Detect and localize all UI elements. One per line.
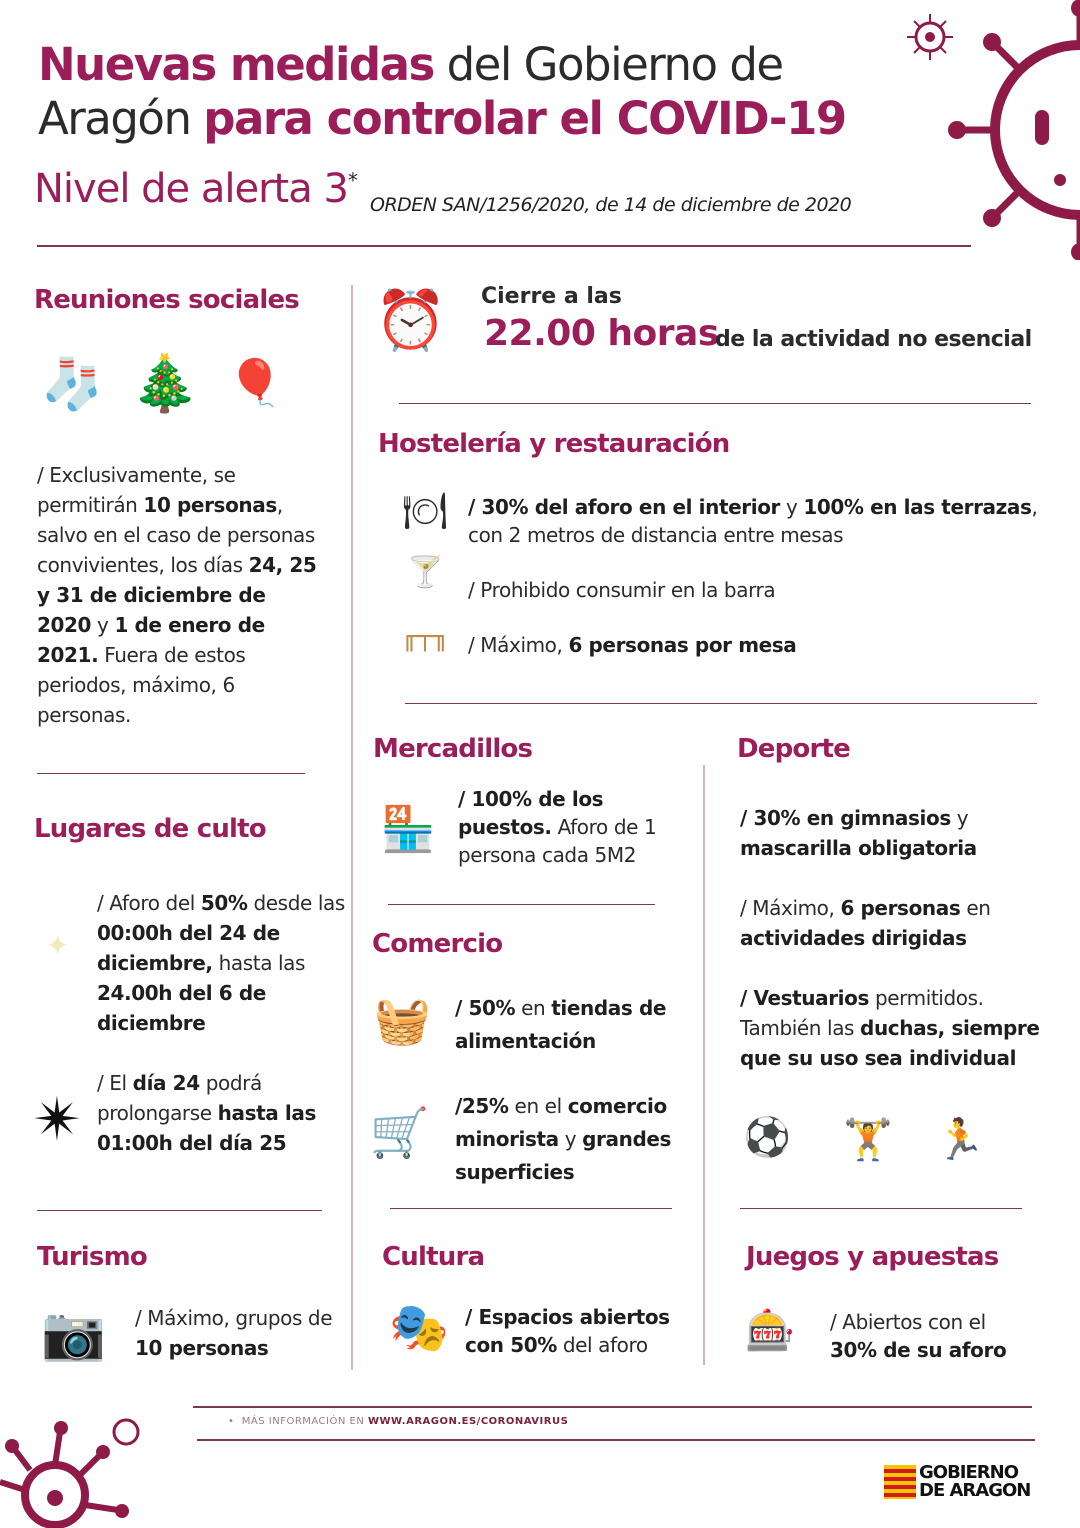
heading-reuniones-sociales: Reuniones sociales [34, 285, 299, 315]
grocery-basket-icon: 🧺 [373, 992, 432, 1047]
reuniones-text [37, 460, 322, 730]
bold-text: 50% [200, 891, 248, 915]
text: podrá prolongarse [97, 1071, 262, 1125]
text: hasta las [212, 951, 306, 975]
bold-text: 10 personas [143, 493, 277, 517]
star-icon: ✴ [32, 1085, 83, 1155]
bold-text: / Espacios abiertos con 50% [465, 1305, 670, 1357]
logo-line-2: DE ARAGON [919, 1480, 1031, 1501]
bold-text: 6 personas [840, 896, 961, 920]
bold-text: 1 de enero de 2021. [37, 613, 265, 667]
alert-level [34, 166, 357, 212]
text: , con 2 metros de distancia entre mesas [468, 495, 1038, 547]
divider [197, 1439, 1035, 1441]
text: / Exclusivamente, se permitirán [37, 463, 236, 517]
weightlifter-icon: 🏋 [843, 1117, 893, 1163]
text: permitidos. También las [740, 986, 984, 1040]
text: y [558, 1127, 583, 1151]
cloche-icon: 🍽 [402, 490, 448, 532]
gobierno-aragon-logo [884, 1464, 1030, 1500]
culto-item-2 [97, 1068, 342, 1158]
runner-icon: 🏃 [935, 1116, 985, 1163]
closing-label: Cierre a las [481, 284, 622, 309]
more-info [228, 1416, 568, 1427]
turismo-text [135, 1303, 335, 1363]
text: desde las [247, 891, 345, 915]
text: / Abiertos con el [830, 1310, 986, 1334]
hosteleria-item-2 [468, 575, 775, 605]
text: y [91, 613, 115, 637]
logo-line-1: GOBIERNO [919, 1462, 1019, 1483]
market-stall-icon: 🏪 [380, 804, 436, 855]
small-virus-icon [905, 12, 955, 62]
deporte-item-1 [740, 803, 1040, 863]
text: y [780, 495, 804, 519]
bold-text: / Vestuarios [740, 986, 869, 1010]
text: / Aforo del [97, 891, 201, 915]
bold-text: actividades dirigidas [740, 926, 967, 950]
bold-text: / 100% de los puestos. [458, 787, 604, 839]
column-divider [703, 765, 705, 1365]
bold-text: tiendas de alimentación [455, 996, 667, 1053]
bold-text: / 30% del aforo en el interior [468, 495, 780, 519]
divider [390, 1208, 672, 1209]
bold-text: 24, 25 y 31 de diciembre de 2020 [37, 553, 317, 637]
bold-text: /25% [455, 1094, 509, 1118]
aragon-flag-icon [884, 1465, 916, 1499]
bold-text: / 30% en gimnasios [740, 806, 951, 830]
bold-text: Nuevas medidas [38, 38, 434, 91]
text: en [960, 896, 991, 920]
juegos-text [830, 1308, 1030, 1364]
text: en [515, 996, 552, 1020]
hosteleria-item-3 [468, 630, 796, 660]
bold-text: 6 personas por mesa [568, 633, 797, 657]
cultura-text [465, 1303, 695, 1359]
divider [405, 703, 1037, 704]
virus-icon [940, 0, 1080, 260]
mercadillos-text [458, 785, 683, 869]
alarm-clock-icon: ⏰ [374, 286, 448, 354]
text: del Gobierno de [433, 38, 783, 91]
shopping-cart-icon: 🛒 [369, 1105, 430, 1161]
text: , salvo en el caso de personas convivientes, los días [37, 493, 315, 577]
christmas-tree-icon: 🎄 [130, 350, 200, 415]
title-line-1 [38, 38, 783, 92]
camera-icon: 📷 [41, 1303, 106, 1364]
title-line-2 [38, 92, 846, 146]
theater-masks-icon: 🎭 [389, 1300, 449, 1356]
text: y [950, 806, 969, 830]
deporte-item-2 [740, 893, 1040, 953]
bold-text: 10 personas [135, 1336, 269, 1360]
alert-level-text: Nivel de alerta 3 [34, 166, 348, 212]
bold-text: 100% en las terrazas [803, 495, 1032, 519]
divider [740, 1208, 1022, 1209]
closing-time: 22.00 horas [484, 313, 719, 354]
bold-text: hasta las 01:00h del día 25 [97, 1101, 316, 1155]
closing-scope: de la actividad no esencial [715, 327, 1032, 352]
table-chairs-icon: ╓┬╖ [401, 622, 449, 652]
heading-deporte: Deporte [737, 734, 850, 764]
text: en el [508, 1094, 568, 1118]
heading-juegos-apuestas: Juegos y apuestas [746, 1242, 999, 1272]
bold-text: para controlar el COVID-19 [203, 92, 846, 145]
culto-item-1 [97, 888, 347, 1038]
text: / Máximo, [740, 896, 841, 920]
alert-footnote-mark: * [347, 168, 357, 193]
hosteleria-item-1 [468, 493, 1038, 549]
soccer-ball-icon: ⚽ [743, 1115, 792, 1159]
heading-comercio: Comercio [372, 929, 503, 959]
comercio-item-1 [455, 992, 695, 1058]
sparkle-icon: ✦ [45, 928, 70, 962]
divider [37, 245, 971, 247]
text: Aragón [38, 92, 204, 145]
deporte-item-3 [740, 983, 1060, 1073]
text: del aforo [556, 1333, 648, 1357]
bold-text: 24.00h del 6 de diciembre [97, 981, 266, 1035]
divider [399, 403, 1031, 404]
cocktail-icon: 🍸 [406, 555, 445, 590]
divider [388, 904, 655, 905]
column-divider [351, 285, 353, 1370]
heading-cultura: Cultura [382, 1242, 485, 1272]
text: / El [97, 1071, 133, 1095]
divider [193, 1406, 1032, 1408]
heading-lugares-de-culto: Lugares de culto [34, 814, 266, 844]
heading-turismo: Turismo [37, 1242, 147, 1272]
more-info-label: MÁS INFORMACIÓN EN [241, 1416, 368, 1427]
heading-hosteleria: Hostelería y restauración [378, 429, 730, 459]
bullet: • [228, 1416, 235, 1427]
divider [37, 1210, 322, 1211]
text: / Máximo, grupos de [135, 1306, 333, 1330]
bold-text: 00:00h del 24 de diciembre, [97, 921, 280, 975]
bold-text: duchas, siempre que su uso sea individual [740, 1016, 1040, 1070]
bold-text: 30% de su aforo [830, 1338, 1007, 1362]
text: Aforo de 1 persona cada 5M2 [458, 815, 657, 867]
bold-text: día 24 [132, 1071, 200, 1095]
text: / Prohibido consumir en la barra [468, 578, 776, 602]
ornaments-icon: 🎈 [226, 356, 284, 409]
comercio-item-2 [455, 1090, 695, 1189]
order-reference: ORDEN SAN/1256/2020, de 14 de diciembre de 2020 [370, 194, 852, 216]
more-info-link[interactable]: WWW.ARAGON.ES/CORONAVIRUS [368, 1416, 569, 1427]
text: / Máximo, [468, 633, 569, 657]
bold-text: / 50% [455, 996, 516, 1020]
text: Fuera de estos periodos, máximo, 6 personas. [37, 643, 246, 727]
casino-chips-icon: 🎰 [745, 1307, 795, 1354]
virus-icon [0, 1410, 150, 1528]
bold-text: mascarilla obligatoria [740, 836, 977, 860]
christmas-stocking-icon: 🧦 [41, 355, 104, 413]
heading-mercadillos: Mercadillos [373, 734, 533, 764]
divider [37, 773, 305, 774]
bold-text: comercio minorista [455, 1094, 667, 1151]
bold-text: grandes superficies [455, 1127, 672, 1184]
